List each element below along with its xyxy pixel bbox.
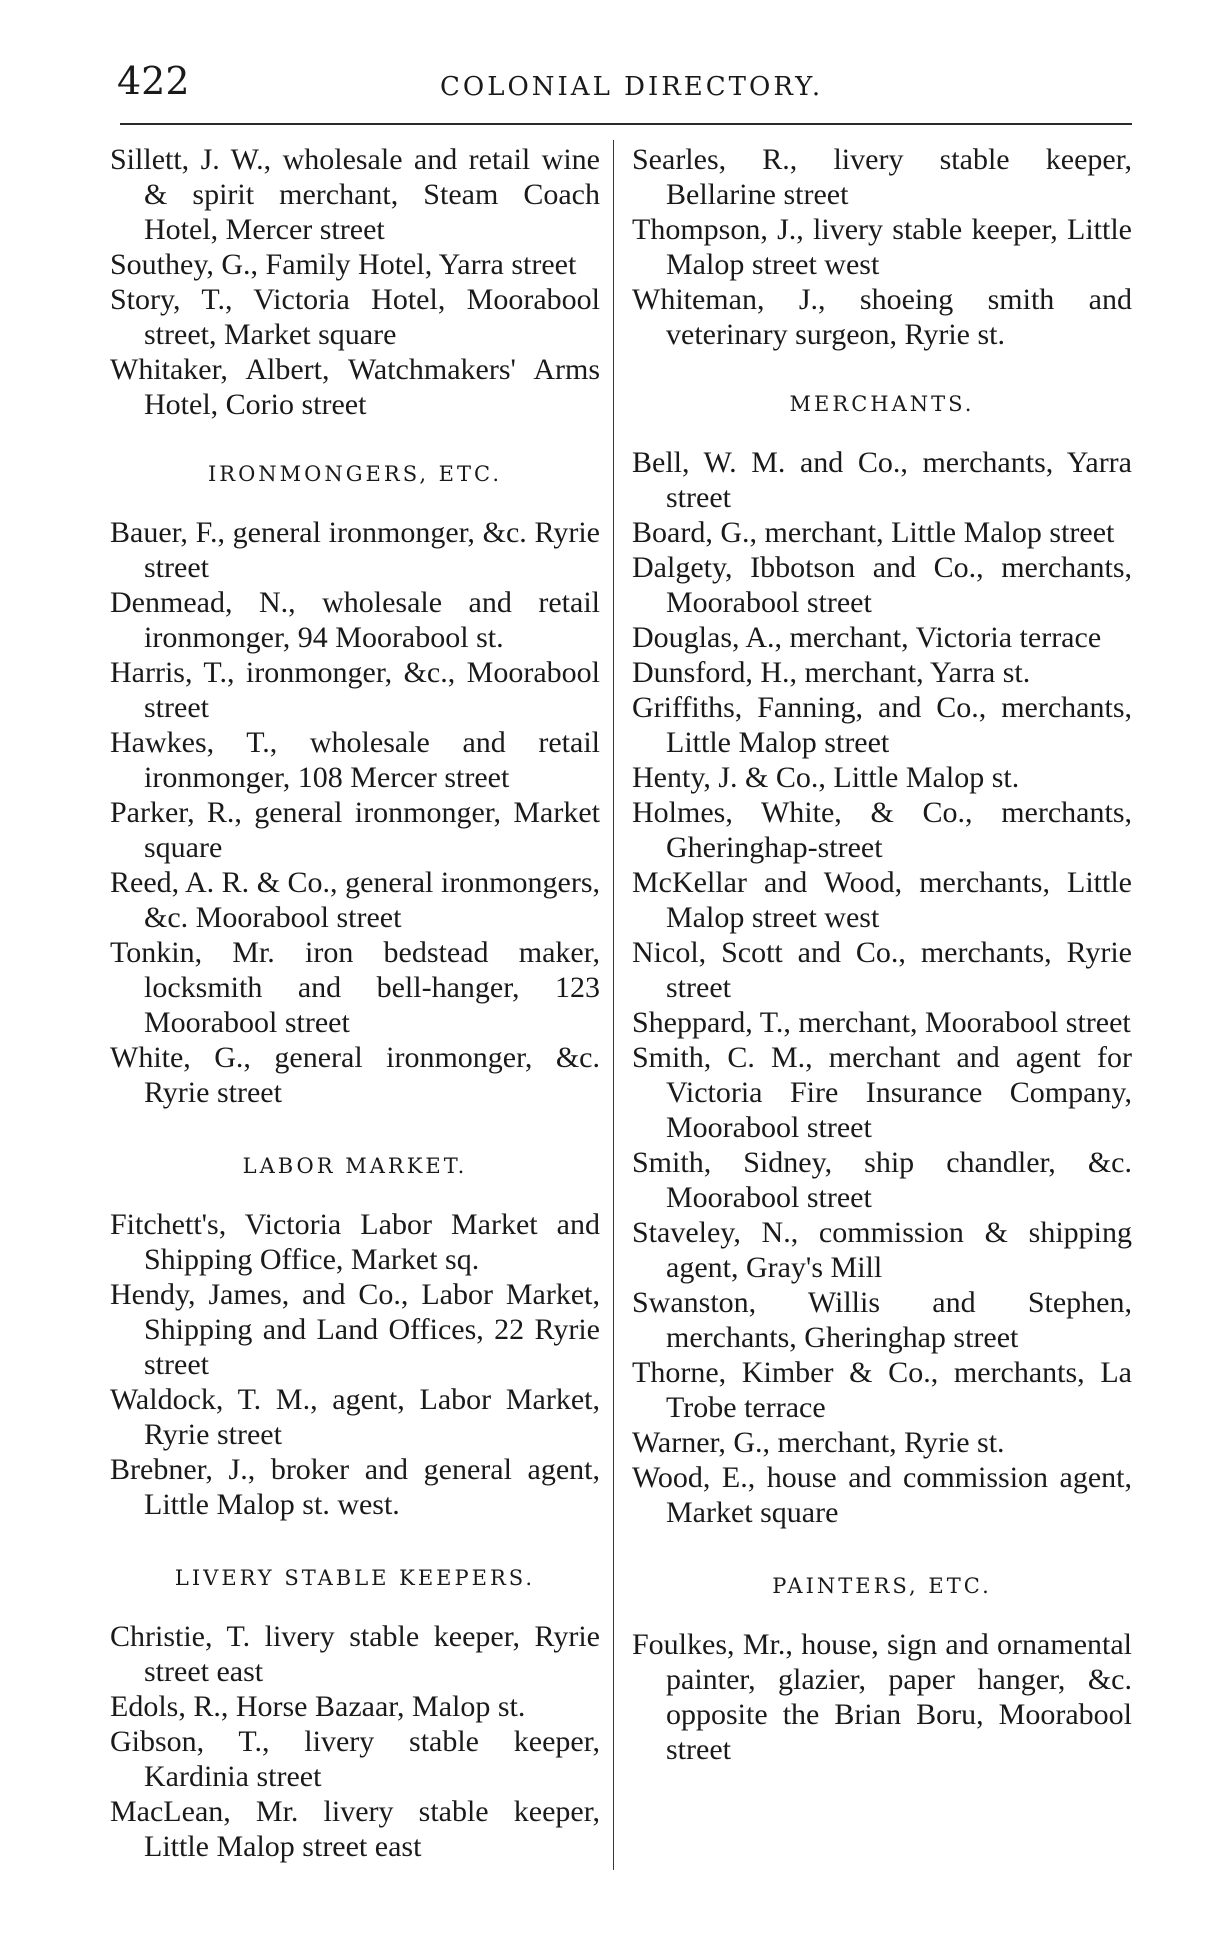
- directory-entry: Southey, G., Family Hotel, Yarra street: [110, 248, 577, 281]
- directory-entry: Sheppard, T., merchant, Moorabool street: [632, 1006, 1131, 1039]
- page-number: 422: [117, 59, 190, 103]
- directory-entry: Swanston, Willis and Stephen, merchants, Gheringhap street: [632, 1286, 1132, 1354]
- directory-entry: Hawkes, T., wholesale and retail ironmonger, 108 Mercer street: [110, 726, 600, 794]
- header-rule: [120, 123, 1132, 125]
- section-heading-livery-stable-keepers: LIVERY STABLE KEEPERS.: [174, 1566, 536, 1590]
- directory-entry: Christie, T. livery stable keeper, Ryrie street east: [110, 1620, 600, 1688]
- directory-entry: Thompson, J., livery stable keeper, Little Malop street west: [632, 213, 1132, 281]
- directory-entry: Parker, R., general ironmonger, Market square: [110, 796, 600, 864]
- directory-entry: Hendy, James, and Co., Labor Market, Shipping and Land Offices, 22 Ryrie street: [110, 1278, 600, 1381]
- section-heading-merchants: MERCHANTS.: [789, 392, 975, 416]
- directory-entry: Thorne, Kimber & Co., merchants, La Trobe terrace: [632, 1356, 1132, 1424]
- directory-entry: Story, T., Victoria Hotel, Moorabool street, Market square: [110, 283, 600, 351]
- directory-entry: Dalgety, Ibbotson and Co., merchants, Moorabool street: [632, 551, 1132, 619]
- directory-entry: Griffiths, Fanning, and Co., merchants, Little Malop street: [632, 691, 1132, 759]
- directory-entry: Sillett, J. W., wholesale and retail wine & spirit merchant, Steam Coach Hotel, Mercer street: [110, 143, 600, 246]
- directory-entry: Searles, R., livery stable keeper, Bellarine street: [632, 143, 1132, 211]
- directory-entry: Denmead, N., wholesale and retail ironmonger, 94 Moorabool st.: [110, 586, 600, 654]
- left-column: [110, 142, 600, 1864]
- directory-entry: Douglas, A., merchant, Victoria terrace: [632, 621, 1102, 654]
- section-heading-labor-market: LABOR MARKET.: [242, 1154, 468, 1178]
- directory-entry: Bell, W. M. and Co., merchants, Yarra street: [632, 446, 1132, 514]
- directory-entry: Smith, Sidney, ship chandler, &c. Moorabool street: [632, 1146, 1132, 1214]
- directory-entry: Board, G., merchant, Little Malop street: [632, 516, 1115, 549]
- directory-entry: Waldock, T. M., agent, Labor Market, Ryrie street: [110, 1383, 600, 1451]
- directory-entry: Wood, E., house and commission agent, Market square: [632, 1461, 1132, 1529]
- directory-entry: Harris, T., ironmonger, &c., Moorabool street: [110, 656, 600, 724]
- directory-entry: Bauer, F., general ironmonger, &c. Ryrie street: [110, 516, 600, 584]
- directory-entry: Edols, R., Horse Bazaar, Malop st.: [110, 1690, 526, 1723]
- directory-entry: MacLean, Mr. livery stable keeper, Little Malop street east: [110, 1795, 600, 1863]
- directory-entry: Holmes, White, & Co., merchants, Gheringhap-street: [632, 796, 1132, 864]
- right-column: [632, 142, 1132, 1767]
- directory-entry: Reed, A. R. & Co., general ironmongers, &c. Moorabool street: [110, 866, 600, 934]
- directory-entry: White, G., general ironmonger, &c. Ryrie street: [110, 1041, 600, 1109]
- directory-entry: Whitaker, Albert, Watchmakers' Arms Hotel, Corio street: [110, 353, 600, 421]
- directory-entry: Henty, J. & Co., Little Malop st.: [632, 761, 1020, 794]
- column-divider: [613, 140, 614, 1870]
- section-heading-painters: PAINTERS, ETC.: [772, 1574, 992, 1598]
- directory-entry: Tonkin, Mr. iron bedstead maker, locksmith and bell-hanger, 123 Moorabool street: [110, 936, 600, 1039]
- directory-entry: Brebner, J., broker and general agent, Little Malop st. west.: [110, 1453, 600, 1521]
- directory-entry: Foulkes, Mr., house, sign and ornamental painter, glazier, paper hanger, &c. opposite the Brian Boru, Moorabool street: [632, 1628, 1132, 1766]
- directory-entry: Nicol, Scott and Co., merchants, Ryrie street: [632, 936, 1132, 1004]
- directory-entry: Dunsford, H., merchant, Yarra st.: [632, 656, 1031, 689]
- directory-entry: Whiteman, J., shoeing smith and veterinary surgeon, Ryrie st.: [632, 283, 1132, 351]
- directory-entry: Gibson, T., livery stable keeper, Kardinia street: [110, 1725, 600, 1793]
- section-heading-ironmongers: IRONMONGERS, ETC.: [207, 462, 503, 486]
- directory-entry: Warner, G., merchant, Ryrie st.: [632, 1426, 1005, 1459]
- directory-entry: Fitchett's, Victoria Labor Market and Shipping Office, Market sq.: [110, 1208, 600, 1276]
- running-head: COLONIAL DIRECTORY.: [440, 72, 824, 102]
- directory-entry: McKellar and Wood, merchants, Little Malop street west: [632, 866, 1132, 934]
- directory-entry: Smith, C. M., merchant and agent for Victoria Fire Insurance Company, Moorabool street: [632, 1041, 1132, 1144]
- directory-entry: Staveley, N., commission & shipping agent, Gray's Mill: [632, 1216, 1132, 1284]
